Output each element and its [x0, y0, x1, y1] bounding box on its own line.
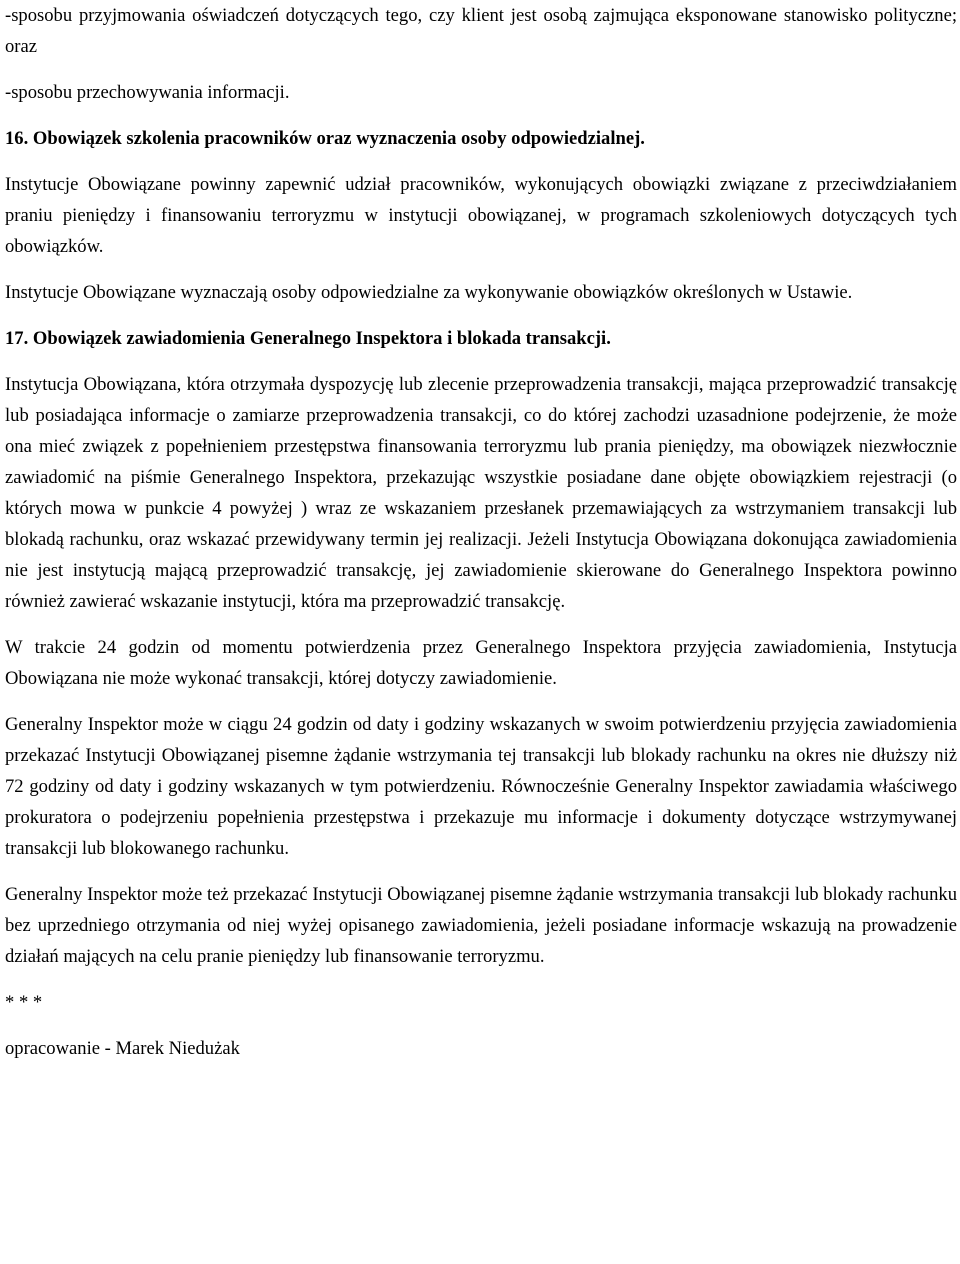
spacer: [5, 62, 957, 77]
author-line: opracowanie - Marek Niedużak: [5, 1038, 240, 1059]
spacer: [5, 694, 957, 709]
section-16-paragraph-1: Instytucje Obowiązane powinny zapewnić udział pracowników, wykonujących obowiązki związane z przeciwdziałaniem praniu pieniędzy i finansowaniu terroryzmu w instytucji obowiązanej, w programach szkoleniowych dotyczących tych obowiązków.: [5, 174, 957, 257]
separator: * * *: [5, 992, 43, 1013]
spacer: [5, 308, 957, 323]
spacer: [5, 1018, 957, 1033]
intro-line-2: -sposobu przechowywania informacji.: [5, 82, 290, 103]
document-page: [5, 0, 957, 1064]
spacer: [5, 864, 957, 879]
spacer: [5, 617, 957, 632]
spacer: [5, 154, 957, 169]
intro-line-1: -sposobu przyjmowania oświadczeń dotyczących tego, czy klient jest osobą zajmująca eksponowane stanowisko polityczne; oraz: [5, 5, 957, 57]
section-17-paragraph-4: Generalny Inspektor może też przekazać Instytucji Obowiązanej pisemne żądanie wstrzymania transakcji lub blokady rachunku bez uprzedniego otrzymania od niej wyżej opisanego zawiadomienia, jeżeli posiadane informacje wskazują na prowadzenie działań mających na celu pranie pieniędzy lub finansowanie terroryzmu.: [5, 884, 957, 967]
spacer: [5, 262, 957, 277]
section-16-paragraph-2: Instytucje Obowiązane wyznaczają osoby odpowiedzialne za wykonywanie obowiązków określonych w Ustawie.: [5, 282, 853, 303]
spacer: [5, 354, 957, 369]
section-16-heading: 16. Obowiązek szkolenia pracowników oraz wyznaczenia osoby odpowiedzialnej.: [5, 128, 645, 149]
section-17-heading: 17. Obowiązek zawiadomienia Generalnego Inspektora i blokada transakcji.: [5, 328, 611, 349]
section-17-paragraph-3: Generalny Inspektor może w ciągu 24 godzin od daty i godziny wskazanych w swoim potwierdzeniu przyjęcia zawiadomienia przekazać Instytucji Obowiązanej pisemne żądanie wstrzymania tej transakcji lub blokady rachunku na okres nie dłuższy niż 72 godziny od daty i godziny wskazanych w tym potwierdzeniu. Równocześnie Generalny Inspektor zawiadamia właściwego prokuratora o podejrzeniu popełnienia przestępstwa i przekazuje mu informacje i dokumenty dotyczące wstrzymywanej transakcji lub blokowanego rachunku.: [5, 714, 957, 859]
spacer: [5, 108, 957, 123]
section-17-paragraph-1: Instytucja Obowiązana, która otrzymała dyspozycję lub zlecenie przeprowadzenia transakcji, mająca przeprowadzić transakcję lub posiadająca informacje o zamiarze przeprowadzenia transakcji, co do której zachodzi uzasadnione podejrzenie, że może ona mieć związek z popełnieniem przestępstwa finansowania terroryzmu lub prania pieniędzy, ma obowiązek niezwłocznie zawiadomić na piśmie Generalnego Inspektora, przekazując wszystkie posiadane dane objęte obowiązkiem rejestracji (o których mowa w punkcie 4 powyżej ) wraz ze wskazaniem przesłanek przemawiających za wstrzymaniem transakcji lub blokadą rachunku, oraz wskazać przewidywany termin jej realizacji. Jeżeli Instytucja Obowiązana dokonująca zawiadomienia nie jest instytucją mającą przeprowadzić transakcję, jej zawiadomienie skierowane do Generalnego Inspektora powinno również zawierać wskazanie instytucji, która ma przeprowadzić transakcję.: [5, 374, 957, 612]
section-17-paragraph-2: W trakcie 24 godzin od momentu potwierdzenia przez Generalnego Inspektora przyjęcia zawiadomienia, Instytucja Obowiązana nie może wykonać transakcji, której dotyczy zawiadomienie.: [5, 637, 957, 689]
spacer: [5, 972, 957, 987]
